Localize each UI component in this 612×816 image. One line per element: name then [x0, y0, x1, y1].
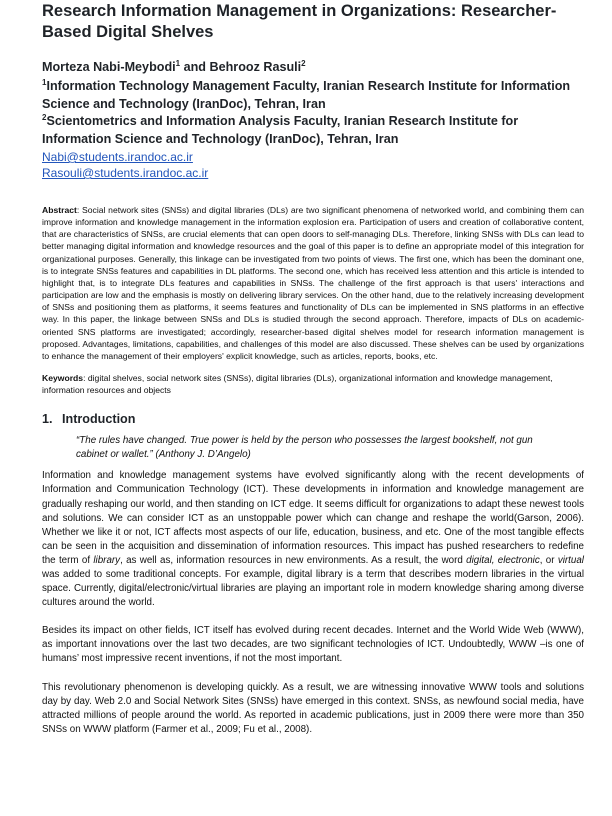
- paper-title: [42, 0, 584, 43]
- abstract: [42, 204, 584, 362]
- keywords: [42, 372, 584, 396]
- paper-page: [42, 0, 584, 747]
- author-conjunction: and: [180, 60, 210, 74]
- author-name: Morteza Nabi-Meybodi: [42, 60, 176, 74]
- author-list: [42, 59, 584, 76]
- body-paragraph: [42, 469, 584, 610]
- section-title: Introduction: [62, 412, 136, 427]
- affiliation-marker: 1: [175, 59, 181, 68]
- body-paragraph: Besides its impact on other fields, ICT itself has evolved during recent decades. Internet and the World Wide Web (WWW), as important innovations over the last two decades, are two significant technologies of ICT. Undoubtedly, WWW –is one of humans’ most impressive recent inventions, if not the most important.: [42, 625, 584, 665]
- email-link[interactable]: Nabi@students.irandoc.ac.ir: [42, 150, 193, 164]
- section-heading: [42, 411, 584, 428]
- affiliation-marker: 2: [301, 59, 306, 68]
- emphasis-text: virtual: [557, 554, 584, 566]
- abstract-text: : Social network sites (SNSs) and digital libraries (DLs) are two significant phenomena of networked world, and combining them can improve information and knowledge management in the information explosion era. Participation of users and creation of collaborative content, that are characteristics of SNSs, are crucial elements that can open doors to self-managing DLs. Therefore, linking SNSs with DLs can lead to better managing digital information and knowledge resources and the goal of this paper is to define an appropriate model of this integration for organizational purposes. Generally, this linkage can be investigated from two points of views. The first one, which has been the dominant one, is to integrate SNSs features and capabilities in DL platforms. The second one, which has received less attention and this article is intended to highlight that, is to integrate DLs features and capabilities in SNSs. The challenge of the first approach is that users' interactions and participation are low and the emphasis is mostly on delivering library services. On the other hand, due to the relatively increasing development of SNSs and positioning them as platforms, it seems features and functionality of DLs can be implemented in SNS platforms in an effective way. In this paper, the linkage between SNSs and DLs is studied through the second approach. Therefore, impacts of DLs on academic-oriented SNS platforms are investigated; accordingly, researcher-based digital shelves model for research information management is proposed. Advantages, limitations, capabilities, and challenges of this model are also discussed. These shelves can be used by organizations to enhance the management of their employers' explicit knowledge, such as articles, reports, books, etc.: [42, 205, 584, 361]
- affiliation-line: [42, 78, 584, 96]
- title-line: Research Information Management in Organizations: Researcher-: [42, 2, 557, 20]
- epigraph-quote: “The rules have changed. True power is held by the person who possesses the largest bookshelf, not gun cabinet or wallet.” (Anthony J. D’Angelo): [76, 435, 533, 461]
- emphasis-text: digital, electronic: [466, 554, 540, 566]
- paragraph-text: , or: [539, 554, 558, 566]
- paragraph-text: was added to some traditional concepts. For example, digital library is a term that describes modern libraries in the virtual space. Currently, digital/electronic/virtual libraries are playing an important role in modern knowledge sharing among diverse cultures around the world.: [42, 569, 584, 609]
- author-name: Behrooz Rasuli: [209, 60, 302, 74]
- affiliation-line: [42, 113, 584, 131]
- keywords-label: Keywords: [42, 373, 84, 384]
- email-list: [42, 149, 584, 181]
- affiliation-marker: 2: [42, 113, 47, 122]
- section-number: 1.: [42, 412, 53, 427]
- body-paragraph: This revolutionary phenomenon is developing quickly. As a result, we are witnessing innovative WWW tools and solutions day by day. Web 2.0 and Social Network Sites (SNSs) have emerged in this context. SNSs, as newfound social media, have attracted millions of people around the world. As reported in academic publications, just in 2009 there were more than 350 SNSs on WWW platform (Farmer et al., 2009; Fu et al., 2008).: [42, 681, 584, 735]
- abstract-label: Abstract: [42, 205, 77, 215]
- affiliation-line: Science and Technology (IranDoc), Tehran, Iran: [42, 96, 326, 111]
- affiliation-text: Scientometrics and Information Analysis Faculty, Iranian Research Institute for: [46, 114, 519, 128]
- affiliation-text: Information Technology Management Faculty, Iranian Research Institute for Information: [46, 79, 571, 93]
- emphasis-text: library: [93, 554, 121, 566]
- paragraph-text: , as well as, information resources in new environments. As a result, the word: [120, 554, 467, 566]
- email-link[interactable]: Rasouli@students.irandoc.ac.ir: [42, 166, 209, 180]
- paragraph-text: Information and knowledge management systems have evolved significantly along with the recent developments of Information and Communication Technology (ICT). These developments in information and knowledge management are gradually reshaping our world, and then standing on ICT edge. It seems difficult for organizations to adapt these newest tools and solutions. We can consider ICT as an unstoppable power which can change and reshape the world(Garson, 2006). Whether we like it or not, ICT affects most aspects of our life, education, business, and etc. One of the most tangible effects can be seen in the acquisition and dissemination of information resources. This impact has pushed researchers to redefine the term of: [42, 470, 584, 566]
- keywords-text: : digital shelves, social network sites (SNSs), digital libraries (DLs), organizational information and knowledge management, information resources and objects: [42, 373, 553, 396]
- title-line: Based Digital Shelves: [42, 23, 214, 41]
- affiliation: [42, 78, 584, 113]
- affiliation: [42, 113, 584, 148]
- affiliation-marker: 1: [42, 78, 47, 87]
- affiliation-line: Information Science and Technology (IranDoc), Tehran, Iran: [42, 131, 399, 146]
